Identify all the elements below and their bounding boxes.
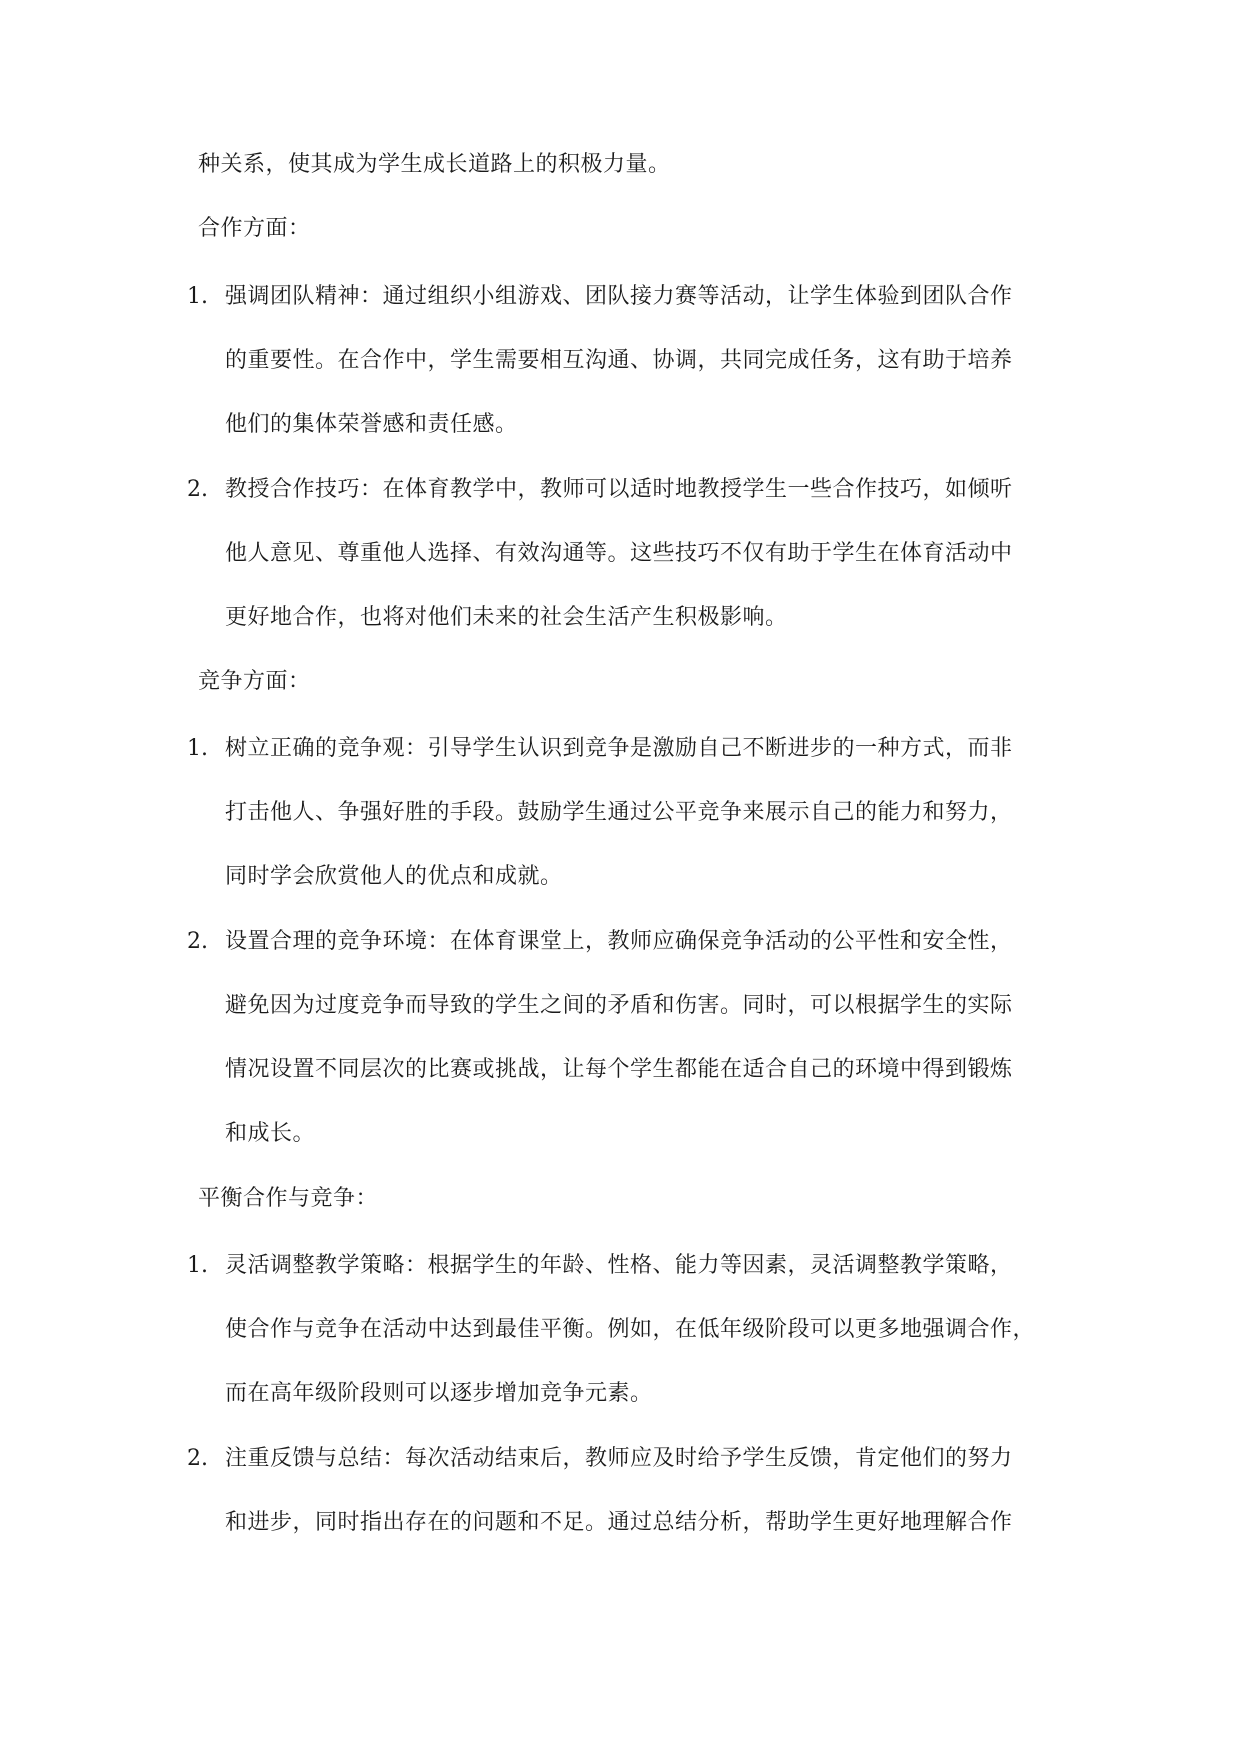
- list-item-line: 避免因为过度竞争而导致的学生之间的矛盾和伤害。同时，可以根据学生的实际: [225, 993, 1013, 1018]
- list-item-line: 更好地合作，也将对他们未来的社会生活产生积极影响。: [225, 605, 788, 630]
- intro-line: 种关系，使其成为学生成长道路上的积极力量。: [198, 152, 671, 177]
- list-item-line: 情况设置不同层次的比赛或挑战，让每个学生都能在适合自己的环境中得到锻炼: [225, 1057, 1013, 1082]
- section-heading: 平衡合作与竞争：: [198, 1186, 379, 1211]
- list-item-line: 使合作与竞争在活动中达到最佳平衡。例如，在低年级阶段可以更多地强调合作，: [225, 1317, 1036, 1342]
- list-number: 2.: [187, 929, 208, 954]
- list-number: 1.: [187, 736, 208, 761]
- section-heading: 竞争方面：: [198, 669, 311, 694]
- list-item-line: 他们的集体荣誉感和责任感。: [225, 412, 518, 437]
- list-item-line: 和进步，同时指出存在的问题和不足。通过总结分析，帮助学生更好地理解合作: [225, 1510, 1013, 1535]
- list-item-line: 强调团队精神：通过组织小组游戏、团队接力赛等活动，让学生体验到团队合作: [225, 284, 1013, 309]
- list-item-line: 设置合理的竞争环境：在体育课堂上，教师应确保竞争活动的公平性和安全性，: [225, 929, 1013, 954]
- list-item-line: 打击他人、争强好胜的手段。鼓励学生通过公平竞争来展示自己的能力和努力，: [225, 800, 1013, 825]
- list-number: 2.: [187, 477, 208, 502]
- list-number: 1.: [187, 284, 208, 309]
- list-item-line: 的重要性。在合作中，学生需要相互沟通、协调，共同完成任务，这有助于培养: [225, 348, 1013, 373]
- section-heading: 合作方面：: [198, 216, 311, 241]
- list-item-line: 而在高年级阶段则可以逐步增加竞争元素。: [225, 1381, 653, 1406]
- list-item-line: 注重反馈与总结：每次活动结束后，教师应及时给予学生反馈，肯定他们的努力: [225, 1446, 1013, 1471]
- list-item-line: 树立正确的竞争观：引导学生认识到竞争是激励自己不断进步的一种方式，而非: [225, 736, 1013, 761]
- list-item-line: 灵活调整教学策略：根据学生的年龄、性格、能力等因素，灵活调整教学策略，: [225, 1253, 1013, 1278]
- list-number: 2.: [187, 1446, 208, 1471]
- list-item-line: 教授合作技巧：在体育教学中，教师可以适时地教授学生一些合作技巧，如倾听: [225, 477, 1013, 502]
- list-item-line: 同时学会欣赏他人的优点和成就。: [225, 864, 563, 889]
- list-item-line: 他人意见、尊重他人选择、有效沟通等。这些技巧不仅有助于学生在体育活动中: [225, 541, 1013, 566]
- list-item-line: 和成长。: [225, 1121, 316, 1146]
- list-number: 1.: [187, 1253, 208, 1278]
